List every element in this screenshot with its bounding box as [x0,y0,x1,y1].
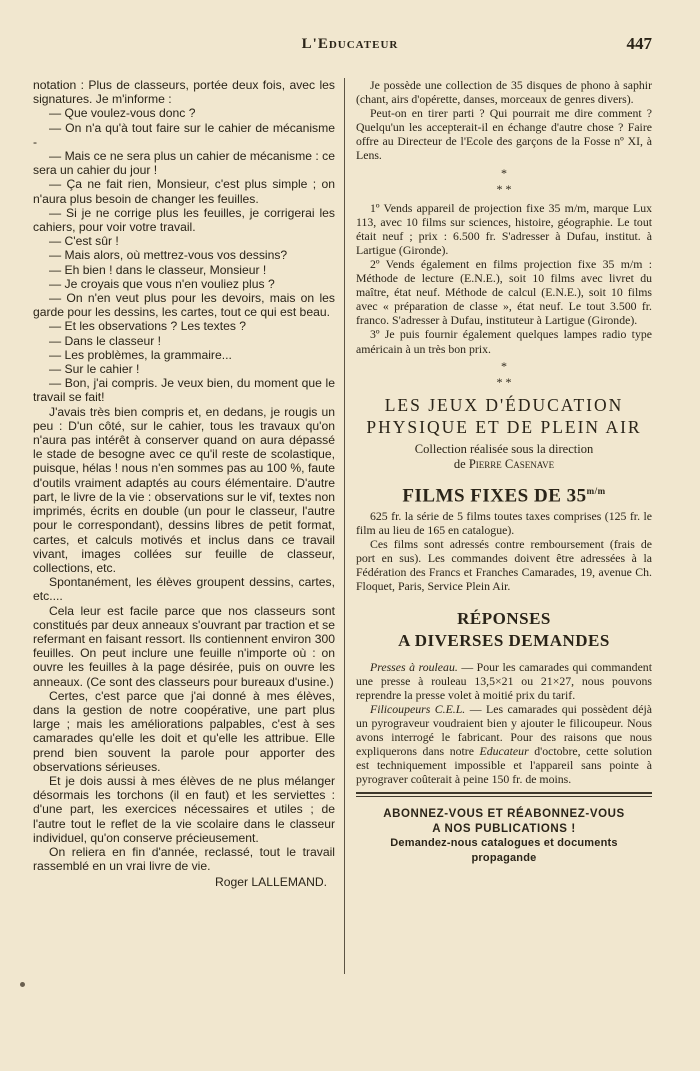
article-paragraph: — Mais alors, où mettrez-vous vos dessins? [49,248,288,263]
reponses-heading-line-1: RÉPONSES [457,608,551,628]
presses-answer [356,660,652,702]
article-signature: Roger LALLEMAND. [214,875,327,890]
subscribe-line-1: ABONNEZ-VOUS ET RÉABONNEZ-VOUS [383,808,625,821]
article-paragraph: — C'est sûr ! [49,234,119,249]
column-divider [344,78,345,974]
article-paragraph: — Bon, j'ai compris. Je veux bien, du moment que le travail se fait! [33,376,335,405]
presses-text: — Pour les camarades qui commandent une presse à rouleau 13,5×21 ou 21×27, nous pouvons reprendre la presse volet à moitié prix du tarif. [356,659,652,702]
article-paragraph: — Mais ce ne sera plus un cahier de mécanisme : ce sera un cahier du jour ! [33,149,335,178]
subscribe-line-4: propagande [471,851,537,864]
article-paragraph: On reliera en fin d'année, reclassé, tout le travail rassemblé en un vrai livre de vie. [33,844,335,874]
subscribe-line-3: Demandez-nous catalogues et documents [390,837,618,850]
journal-title: L'Educateur [301,36,399,52]
article-paragraph: — Je croyais que vous n'en vouliez plus ? [49,276,275,291]
running-header [0,34,700,54]
article-paragraph: — Les problèmes, la grammaire... [49,347,232,362]
right-column [356,78,652,865]
collection-line: Collection réalisée sous la direction [414,441,594,456]
films-order-paragraph: Ces films sont adressés contre remboursement (frais de port en sus). Les commandes doivent être adressées à la Fédération des Francs et Franches Camarades, 19, avenue Ch. Floquet, Paris, Service Plein Air. [356,537,652,594]
article-paragraph: — Et les observations ? Les textes ? [49,319,247,334]
article-paragraph: Spontanément, les élèves groupent dessins, cartes, etc.... [33,575,335,604]
ad-item-1: 1º Vends appareil de projection fixe 35 m/m, marque Lux 113, avec 10 films sur sciences, histoire, géographie. Le tout était neuf ; prix : 6.500 fr. S'adresser à Dufau, institut. à Lartigue (Gironde). [356,200,652,257]
page-number: 447 [626,34,652,53]
article-paragraph: Cela leur est facile parce que nos classeurs sont constitués par deux anneaux s'ouvrant par traction et se refermant en faisant ressort. Ils contiennent environ 300 feuilles. On peut inclure une feuille n'importe où : on ouvre les feuilles à la page désirée, puis on ouvre les anneaux. (Ce sont des classeurs pour bureaux d'usine.) [33,603,335,689]
filicoupeurs-label: Filicoupeurs C.E.L. [370,701,466,716]
reponses-heading-line-2: A DIVERSES DEMANDES [398,630,610,650]
article-paragraph: — On n'en veut plus pour les devoirs, mais on les garde pour les dessins, les cartes, tout ce qui est beau. [33,291,335,320]
subscribe-box [356,807,652,865]
ad-item-2: 2º Vends également en films projection fixe 35 m/m : Méthode de lecture (E.N.E.), soit 10 films avec livret du maître, état neuf. Méthode de calcul (E.N.E.), soit 10 films avec « préparation de classe », état neuf. Le tout 3.500 fr. franco. S'adresser à Dufau, instituteur à Lartigue (Gironde). [356,256,652,328]
films-heading [356,484,652,506]
article-paragraph: — Eh bien ! dans le classeur, Monsieur ! [49,262,267,277]
paper-blemish [20,982,25,987]
article-paragraph: Certes, c'est parce que j'ai donné à mes élèves, dans la gestion de notre coopérative, une part plus large ; mais les améliorations palpables, c'est à ses camarades qu'elle les doit et qu'elle les attribue. Elle prend bien souvent la parole pour apporter des observations sérieuses. [33,688,335,774]
double-rule [356,792,652,797]
jeux-heading [356,394,652,438]
collection-credit [356,442,652,472]
article-paragraph: — Si je ne corrige plus les feuilles, je corrigerai les cahiers, pour voir votre travail. [33,205,335,235]
director-name: Pierre Casenave [468,456,555,471]
asterism-ornament: * * * [496,358,512,389]
films-price-paragraph: 625 fr. la série de 5 films toutes taxes comprises (125 fr. le film au lieu de 165 en catalogue). [356,509,652,538]
jeux-heading-line-2: PHYSIQUE ET DE PLEIN AIR [366,416,642,437]
jeux-heading-line-1: LES JEUX D'ÉDUCATION [384,394,624,415]
article-paragraph: notation : Plus de classeurs, portée deux fois, avec les signatures. Je m'informe : [33,78,335,107]
filicoupeurs-journal: Educateur [479,744,529,759]
reponses-heading [356,608,652,652]
article-paragraph: — Dans le classeur ! [49,333,162,348]
films-unit: m/m [586,485,606,496]
article-paragraph: Et je dois aussi à mes élèves de ne plus mélanger désormais les torchons (il en faut) et les serviettes : d'une part, les exercices nécessaires et utiles ; de l'autre tout le reflet de la vie scolaire dans le classeur individuel, qu'on conserve précieusement. [33,773,335,845]
presses-label: Presses à rouleau. [370,659,458,674]
collection-de: de [453,456,466,471]
asterism-ornament: * * * [496,165,512,196]
article-paragraph: — On n'a qu'à tout faire sur le cahier de mécanisme - [33,120,335,149]
left-column-article [33,78,335,890]
films-title: FILMS FIXES DE 35 [402,484,587,506]
ad-item-3: 3º Je puis fournir également quelques lampes radio type américain à un très bon prix. [356,327,652,356]
filicoupeurs-text-1: — Les camarades qui possèdent déjà un pyrograveur voudraient bien y ajouter le filicoupeur. Nous avons interrogé le fabricant. Pour des raisons que nous expliquerons dans notre [356,701,653,759]
filicoupeurs-answer [356,702,652,787]
subscribe-line-2: A NOS PUBLICATIONS ! [432,822,576,835]
disques-ad-p1: Je possède une collection de 35 disques de phono à saphir (chant, airs d'opérette, danses, morceaux de genres divers). [356,78,652,107]
article-paragraph: — Ça ne fait rien, Monsieur, c'est plus simple ; on n'aura plus besoin de changer les feuilles. [33,177,335,206]
disques-ad-p2: Peut-on en tirer parti ? Qui pourrait me dire comment ? Quelqu'un les accepterait-il en échange d'autre chose ? Faire offre au Directeur de l'Ecole des garçons de la Fosse nº XI, à Lens. [356,106,652,163]
article-paragraph: — Sur le cahier ! [49,362,140,377]
article-paragraph: — Que voulez-vous donc ? [49,106,196,121]
filicoupeurs-text-2: d'octobre, cette solution est techniquement impossible et l'appareil sans pointe à pyrograver coûterait à peine 150 fr. de moins. [356,744,652,787]
article-paragraph: J'avais très bien compris et, en dedans, je rougis un peu : D'un côté, sur le cahier, tous les travaux qu'on n'aura pas intérêt à conserver quand on aura dépassé le stade de besogne avec ce qu'il reste de scolastique, puisque, hélas ! nous n'en sommes pas au 100 %, faute d'outils vraiment adaptés au cours élémentaire. D'autre part, le livre de la vie : observations sur le vif, textes non imprimés, écrits en double (un pour le classeur, l'autre pour le correspondant), dessins libres de petit format, cartes, et calculs motivés et inclus dans ce travail vivant, images collées sur feuille de classeur, collections, etc. [33,404,335,575]
